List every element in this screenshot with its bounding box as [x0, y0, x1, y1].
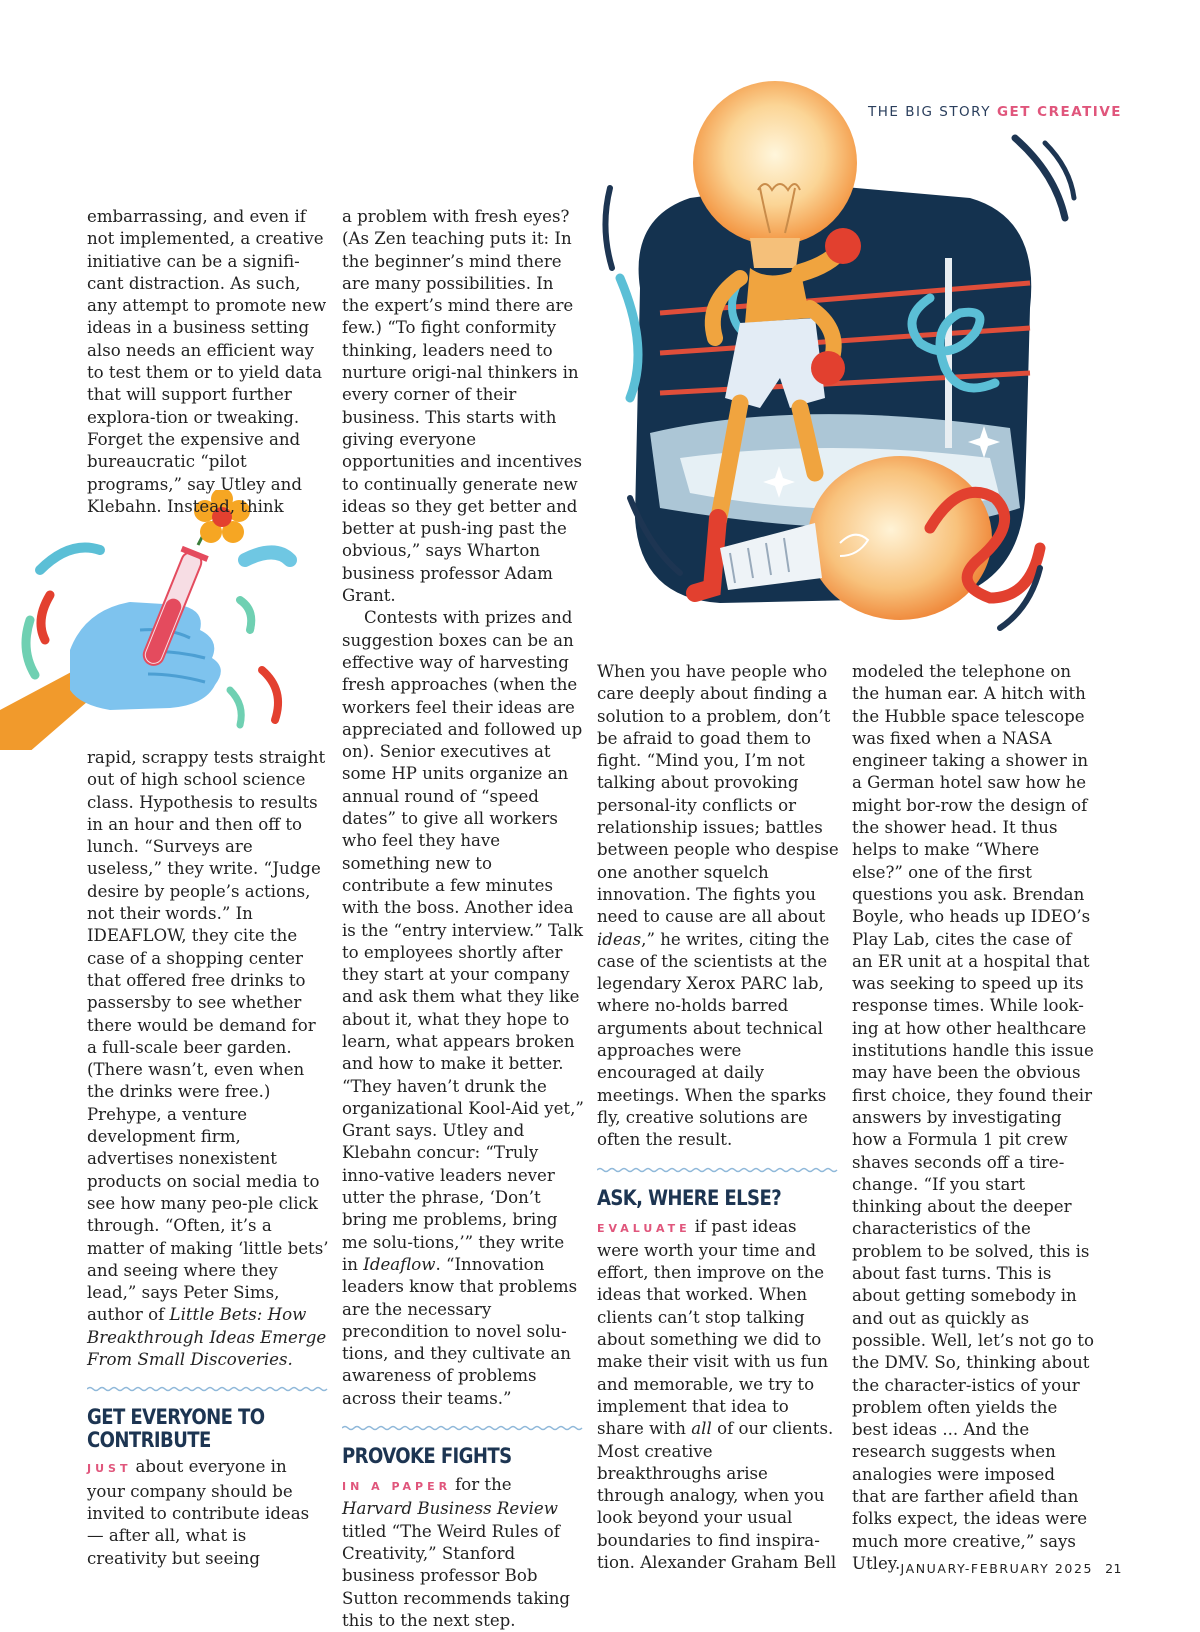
lead-in: IN A PAPER	[342, 1480, 452, 1494]
col3-paragraph-2-tail: of our clients. Most creative breakthroughs arise through analogy, when you look beyond your usual boundaries to find inspira-tion. Alexander Graham Bell	[597, 1419, 837, 1572]
subhead-get-everyone-to-contribute: GET EVERYONE TO CONTRIBUTE	[87, 1405, 265, 1453]
column-1-lower	[87, 747, 329, 1570]
section-divider	[342, 1424, 584, 1432]
col3-paragraph-2-text: if past ideas were worth your time and effort, then improve on the ideas that worked. When clients can’t stop talking about something we did to make their visit with us fun and memorable, we try to implement that idea to share with	[597, 1216, 829, 1439]
col2-paragraph-2-tail: . “Innovation leaders know that problems are the necessary precondition to novel solu-tions, and they cultivate an awareness of problems across their teams.”	[342, 1254, 578, 1408]
subhead-ask-where-else: ASK, WHERE ELSE?	[597, 1185, 782, 1210]
boxing-lightbulb-illustration	[600, 78, 1078, 658]
col4-paragraph-1: modeled the telephone on the human ear. A hitch with the Hubble space telescope was fixed when a NASA engineer taking a shower in a German hotel saw how he might bor-row the design of the shower head. It thus helps to make “Where else?” one of the first questions you ask. Brendan Boyle, who heads up IDEO’s Play Lab, cites the case of an ER unit at a hospital that was seeking to speed up its response times. While look-ing at how other healthcare institutions handle this issue may have been the obvious first choice, they found their answers by investigating how a Formula 1 pit crew shaves seconds off a tire-change. “If you start thinking about the deeper characteristics of the problem to be solved, this is about fast turns. This is about getting somebody in and out as quickly as possible. Well, let’s not go to the DMV. So, thinking about the character-istics of your problem often yields the best ideas ... And the research suggests when analogies were imposed that are farther afield than folks expect, the ideas were much more creative,” says Utley.	[852, 662, 1094, 1573]
col1-paragraph-3-text: about everyone in your company should be invited to contribute ideas — after all, what is creativity but seeing	[87, 1457, 310, 1568]
col3-paragraph-1-tail: ,” he writes, citing the case of the scientists at the legendary Xerox PARC lab, where no-holds barred arguments about technical approaches were encouraged at daily meetings. When the sparks fly, creative solutions are often the result.	[597, 929, 830, 1150]
flower-test-tube-illustration	[0, 490, 330, 750]
col2-paragraph-2	[342, 607, 584, 1410]
column-2	[342, 206, 584, 1632]
page-footer	[901, 1561, 1122, 1576]
book-title-ideaflow: Ideaflow	[363, 1254, 436, 1274]
lead-in: JUST	[87, 1462, 132, 1476]
column-3	[597, 661, 839, 1574]
col1-paragraph-1: embarrassing, and even if not implemented, a creative initiative can be a signifi-cant distraction. As such, any attempt to promote new ideas in a business setting also needs an efficient way to test them or to yield data that will support further explora-tion or tweaking. Forget the expensive and bureaucratic “pilot programs,” say Utley and Klebahn. Instead, think	[87, 207, 327, 516]
page-number: 21	[1105, 1561, 1122, 1576]
col2-paragraph-1: a problem with fresh eyes? (As Zen teaching puts it: In the beginner’s mind there are many possibilities. In the expert’s mind there are few.) “To fight conformity thinking, leaders need to nurture origi-nal thinkers in every corner of their business. This starts with giving everyone opportunities and incentives to continually generate new ideas so they get better and better at push-ing past the obvious,” says Wharton business professor Adam Grant.	[342, 207, 583, 606]
header-topic: GET CREATIVE	[996, 104, 1122, 120]
section-divider	[597, 1166, 839, 1174]
header-section: THE BIG STORY	[868, 104, 991, 120]
col1-paragraph-2	[87, 747, 329, 1371]
col3-paragraph-1-text: When you have people who care deeply about finding a solution to a problem, don’t be afraid to goad them to fight. “Mind you, I’m not talking about provoking personal-ity conflicts or relationship issues; battles between people who despise one another squelch innovation. The fights you need to cause are all about	[597, 662, 839, 927]
issue-date: JANUARY-FEBRUARY 2025	[900, 1561, 1094, 1576]
col1-paragraph-3	[87, 1456, 329, 1569]
subhead-provoke-fights: PROVOKE FIGHTS	[342, 1444, 512, 1469]
emphasis-ideas: ideas	[597, 929, 642, 949]
book-title: Little Bets: How Breakthrough Ideas Emerge From Small Discoveries.	[87, 1305, 327, 1370]
col3-paragraph-1	[597, 661, 839, 1152]
section-divider	[87, 1385, 329, 1393]
col2-paragraph-2-text: Contests with prizes and suggestion boxes can be an effective way of harvesting fresh approaches (when the workers feel their ideas are appreciated and followed up on). Senior executives at some HP units organize an annual round of “speed dates” to give all workers who feel they have something new to contribute a few minutes with the boss. Another idea is the “entry interview.” Talk to employees shortly after they start at your company and ask them what they like about it, what they hope to learn, what appears broken and how to make it better. “They haven’t drunk the organizational Kool-Aid yet,” Grant says. Utley and Klebahn concur: “Truly inno-vative leaders never utter the phrase, ‘Don’t bring me problems, bring me solu-tions,’” they write in	[342, 608, 584, 1274]
col2-paragraph-3-text: for the	[455, 1475, 512, 1495]
col2-paragraph-3-tail: titled “The Weird Rules of Creativity,” Stanford business professor Bob Sutton recommends taking this to the next step.	[342, 1521, 571, 1630]
publication-title: Harvard Business Review	[342, 1499, 558, 1519]
col3-paragraph-2	[597, 1216, 839, 1575]
column-1	[87, 206, 329, 518]
emphasis-all: all	[691, 1419, 712, 1439]
column-4	[852, 661, 1094, 1575]
lead-in: EVALUATE	[597, 1221, 691, 1235]
col1-paragraph-2-text: rapid, scrappy tests straight out of high school science class. Hypothesis to results in an hour and then off to lunch. “Surveys are useless,” they write. “Judge desire by people’s actions, not their words.” In IDEAFLOW, they cite the case of a shopping center that offered free drinks to passersby to see whether there would be demand for a full-scale beer garden. (There wasn’t, even when the drinks were free.) Prehype, a venture development firm, advertises nonexistent products on social media to see how many peo-ple click through. “Often, it’s a matter of making ‘little bets’ and seeing where they lead,” says Peter Sims, author of	[87, 748, 329, 1325]
col2-paragraph-3	[342, 1474, 584, 1632]
